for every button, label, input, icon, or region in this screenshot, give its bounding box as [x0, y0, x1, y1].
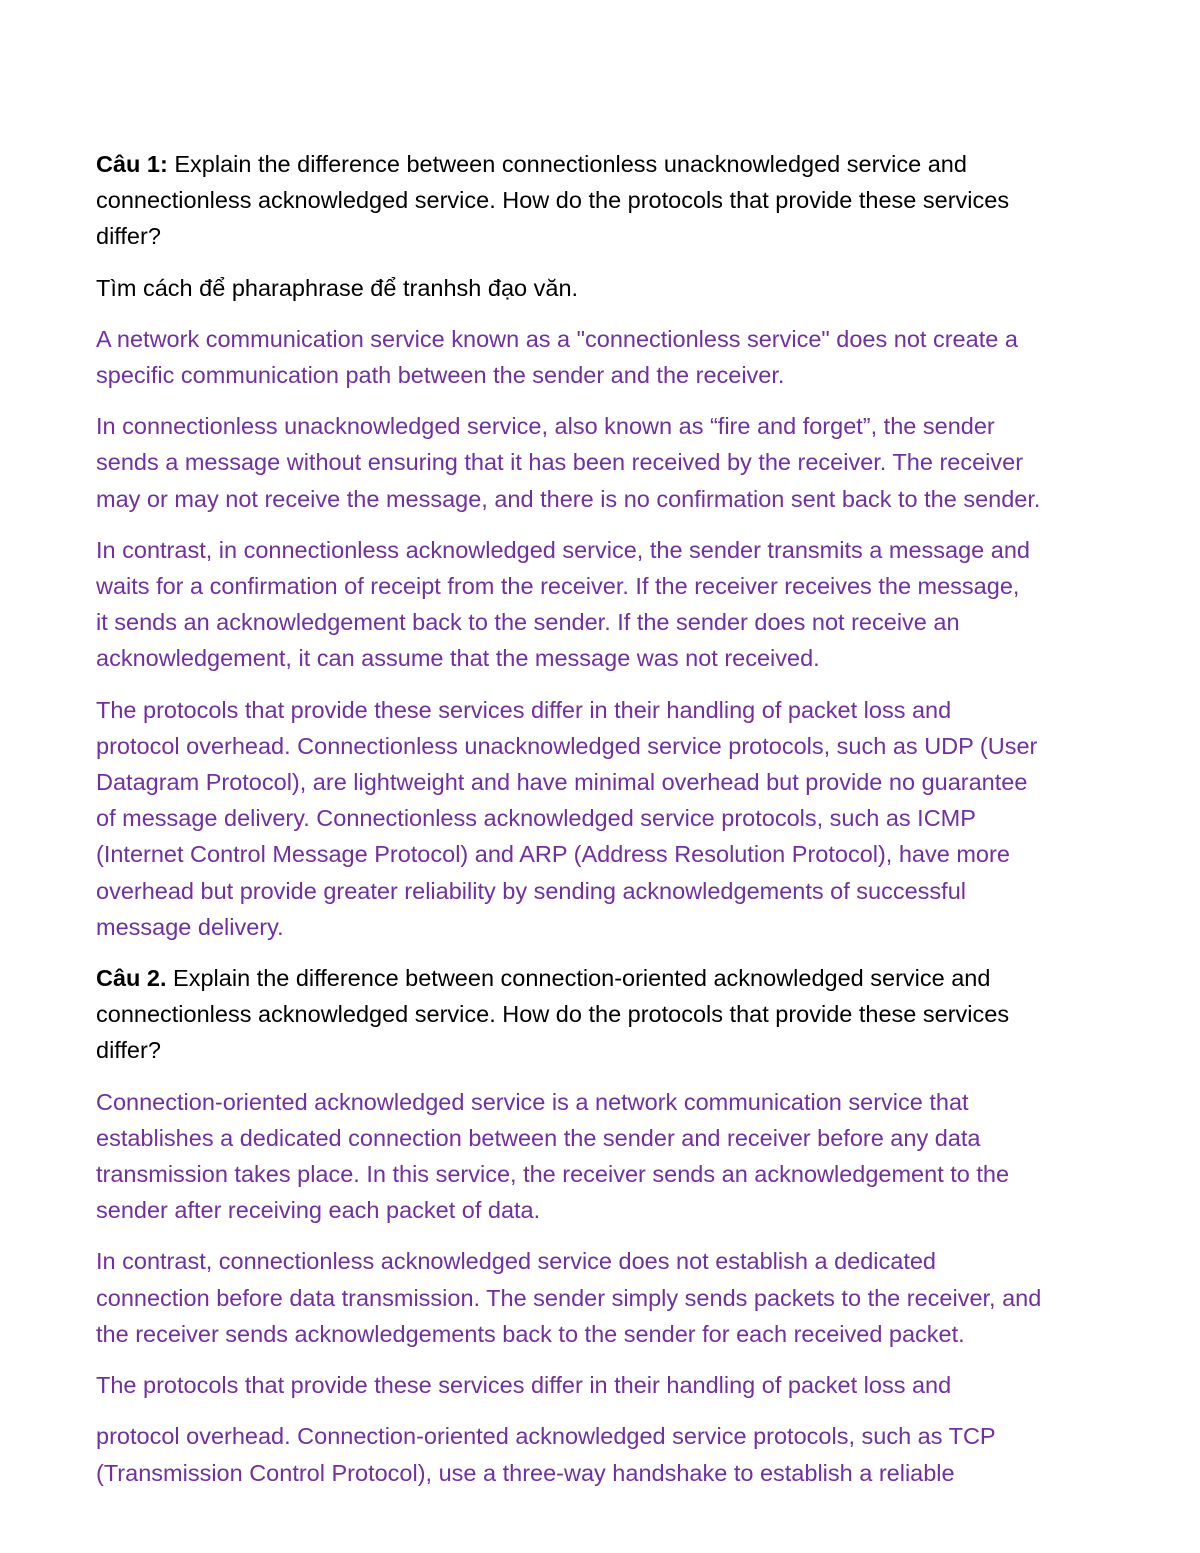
answer-line: sends a message without ensuring that it has been received by the receiver. The receiver: [96, 449, 1024, 476]
question-1-line-3: differ?: [96, 223, 161, 250]
answer-1-paragraph-1: [96, 321, 1126, 393]
answer-line: acknowledgement, it can assume that the message was not received.: [96, 645, 820, 672]
answer-line: (Internet Control Message Protocol) and ARP (Address Resolution Protocol), have more: [96, 841, 1010, 868]
answer-line: Datagram Protocol), are lightweight and have minimal overhead but provide no guarantee: [96, 769, 1028, 796]
answer-line: The protocols that provide these services differ in their handling of packet loss and: [96, 1372, 952, 1399]
answer-line: establishes a dedicated connection between the sender and receiver before any data: [96, 1124, 981, 1151]
answer-line: The protocols that provide these services differ in their handling of packet loss and: [96, 696, 952, 723]
answer-2-paragraph-3: [96, 1367, 1126, 1403]
answer-1-paragraph-2: [96, 408, 1126, 517]
question-1-line-1: Explain the difference between connectionless unacknowledged service and: [167, 151, 967, 177]
answer-line: In connectionless unacknowledged service, also known as “fire and forget”, the sender: [96, 413, 995, 440]
answer-line: waits for a confirmation of receipt from the receiver. If the receiver receives the message,: [96, 573, 1020, 600]
answer-line: may or may not receive the message, and there is no confirmation sent back to the sender.: [96, 485, 1041, 512]
paraphrase-note: [96, 270, 1126, 306]
answer-1-paragraph-3: [96, 532, 1126, 677]
answer-line: In contrast, connectionless acknowledged service does not establish a dedicated: [96, 1248, 936, 1275]
answer-line: of message delivery. Connectionless acknowledged service protocols, such as ICMP: [96, 805, 976, 832]
answer-2-paragraph-2: [96, 1243, 1126, 1352]
question-1: [96, 146, 1126, 255]
question-2-line-1: Explain the difference between connection-oriented acknowledged service and: [166, 965, 991, 992]
question-2-label: Câu 2.: [96, 965, 167, 992]
answer-line: sender after receiving each packet of data.: [96, 1197, 541, 1224]
document-page: [96, 146, 1126, 1506]
answer-1-paragraph-4: [96, 692, 1126, 945]
answer-line: (Transmission Control Protocol), use a three-way handshake to establish a reliable: [96, 1459, 955, 1486]
question-1-line-2: connectionless acknowledged service. How do the protocols that provide these services: [96, 187, 1010, 214]
answer-line: Connection-oriented acknowledged service is a network communication service that: [96, 1088, 969, 1115]
question-1-label: Câu 1:: [96, 151, 168, 177]
answer-line: specific communication path between the sender and the receiver.: [96, 362, 785, 389]
answer-2-paragraph-4: [96, 1418, 1126, 1490]
answer-line: connection before data transmission. The sender simply sends packets to the receiver, and: [96, 1284, 1042, 1311]
answer-2-paragraph-1: [96, 1084, 1126, 1229]
answer-line: protocol overhead. Connection-oriented acknowledged service protocols, such as TCP: [96, 1423, 996, 1450]
answer-line: it sends an acknowledgement back to the sender. If the sender does not receive an: [96, 609, 960, 636]
answer-line: overhead but provide greater reliability by sending acknowledgements of successful: [96, 877, 966, 904]
answer-line: protocol overhead. Connectionless unacknowledged service protocols, such as UDP (User: [96, 732, 1038, 759]
question-2: [96, 960, 1126, 1069]
answer-line: A network communication service known as a "connectionless service" does not create a: [96, 325, 1018, 352]
answer-line: the receiver sends acknowledgements back to the sender for each received packet.: [96, 1320, 965, 1347]
answer-line: transmission takes place. In this service, the receiver sends an acknowledgement to the: [96, 1161, 1010, 1188]
paraphrase-note-text: Tìm cách để pharaphrase để tranhsh đạo văn.: [96, 274, 579, 301]
answer-line: In contrast, in connectionless acknowledged service, the sender transmits a message and: [96, 536, 1030, 563]
question-2-line-2: connectionless acknowledged service. How do the protocols that provide these services: [96, 1001, 1010, 1028]
question-2-line-3: differ?: [96, 1037, 161, 1064]
answer-line: message delivery.: [96, 913, 284, 940]
